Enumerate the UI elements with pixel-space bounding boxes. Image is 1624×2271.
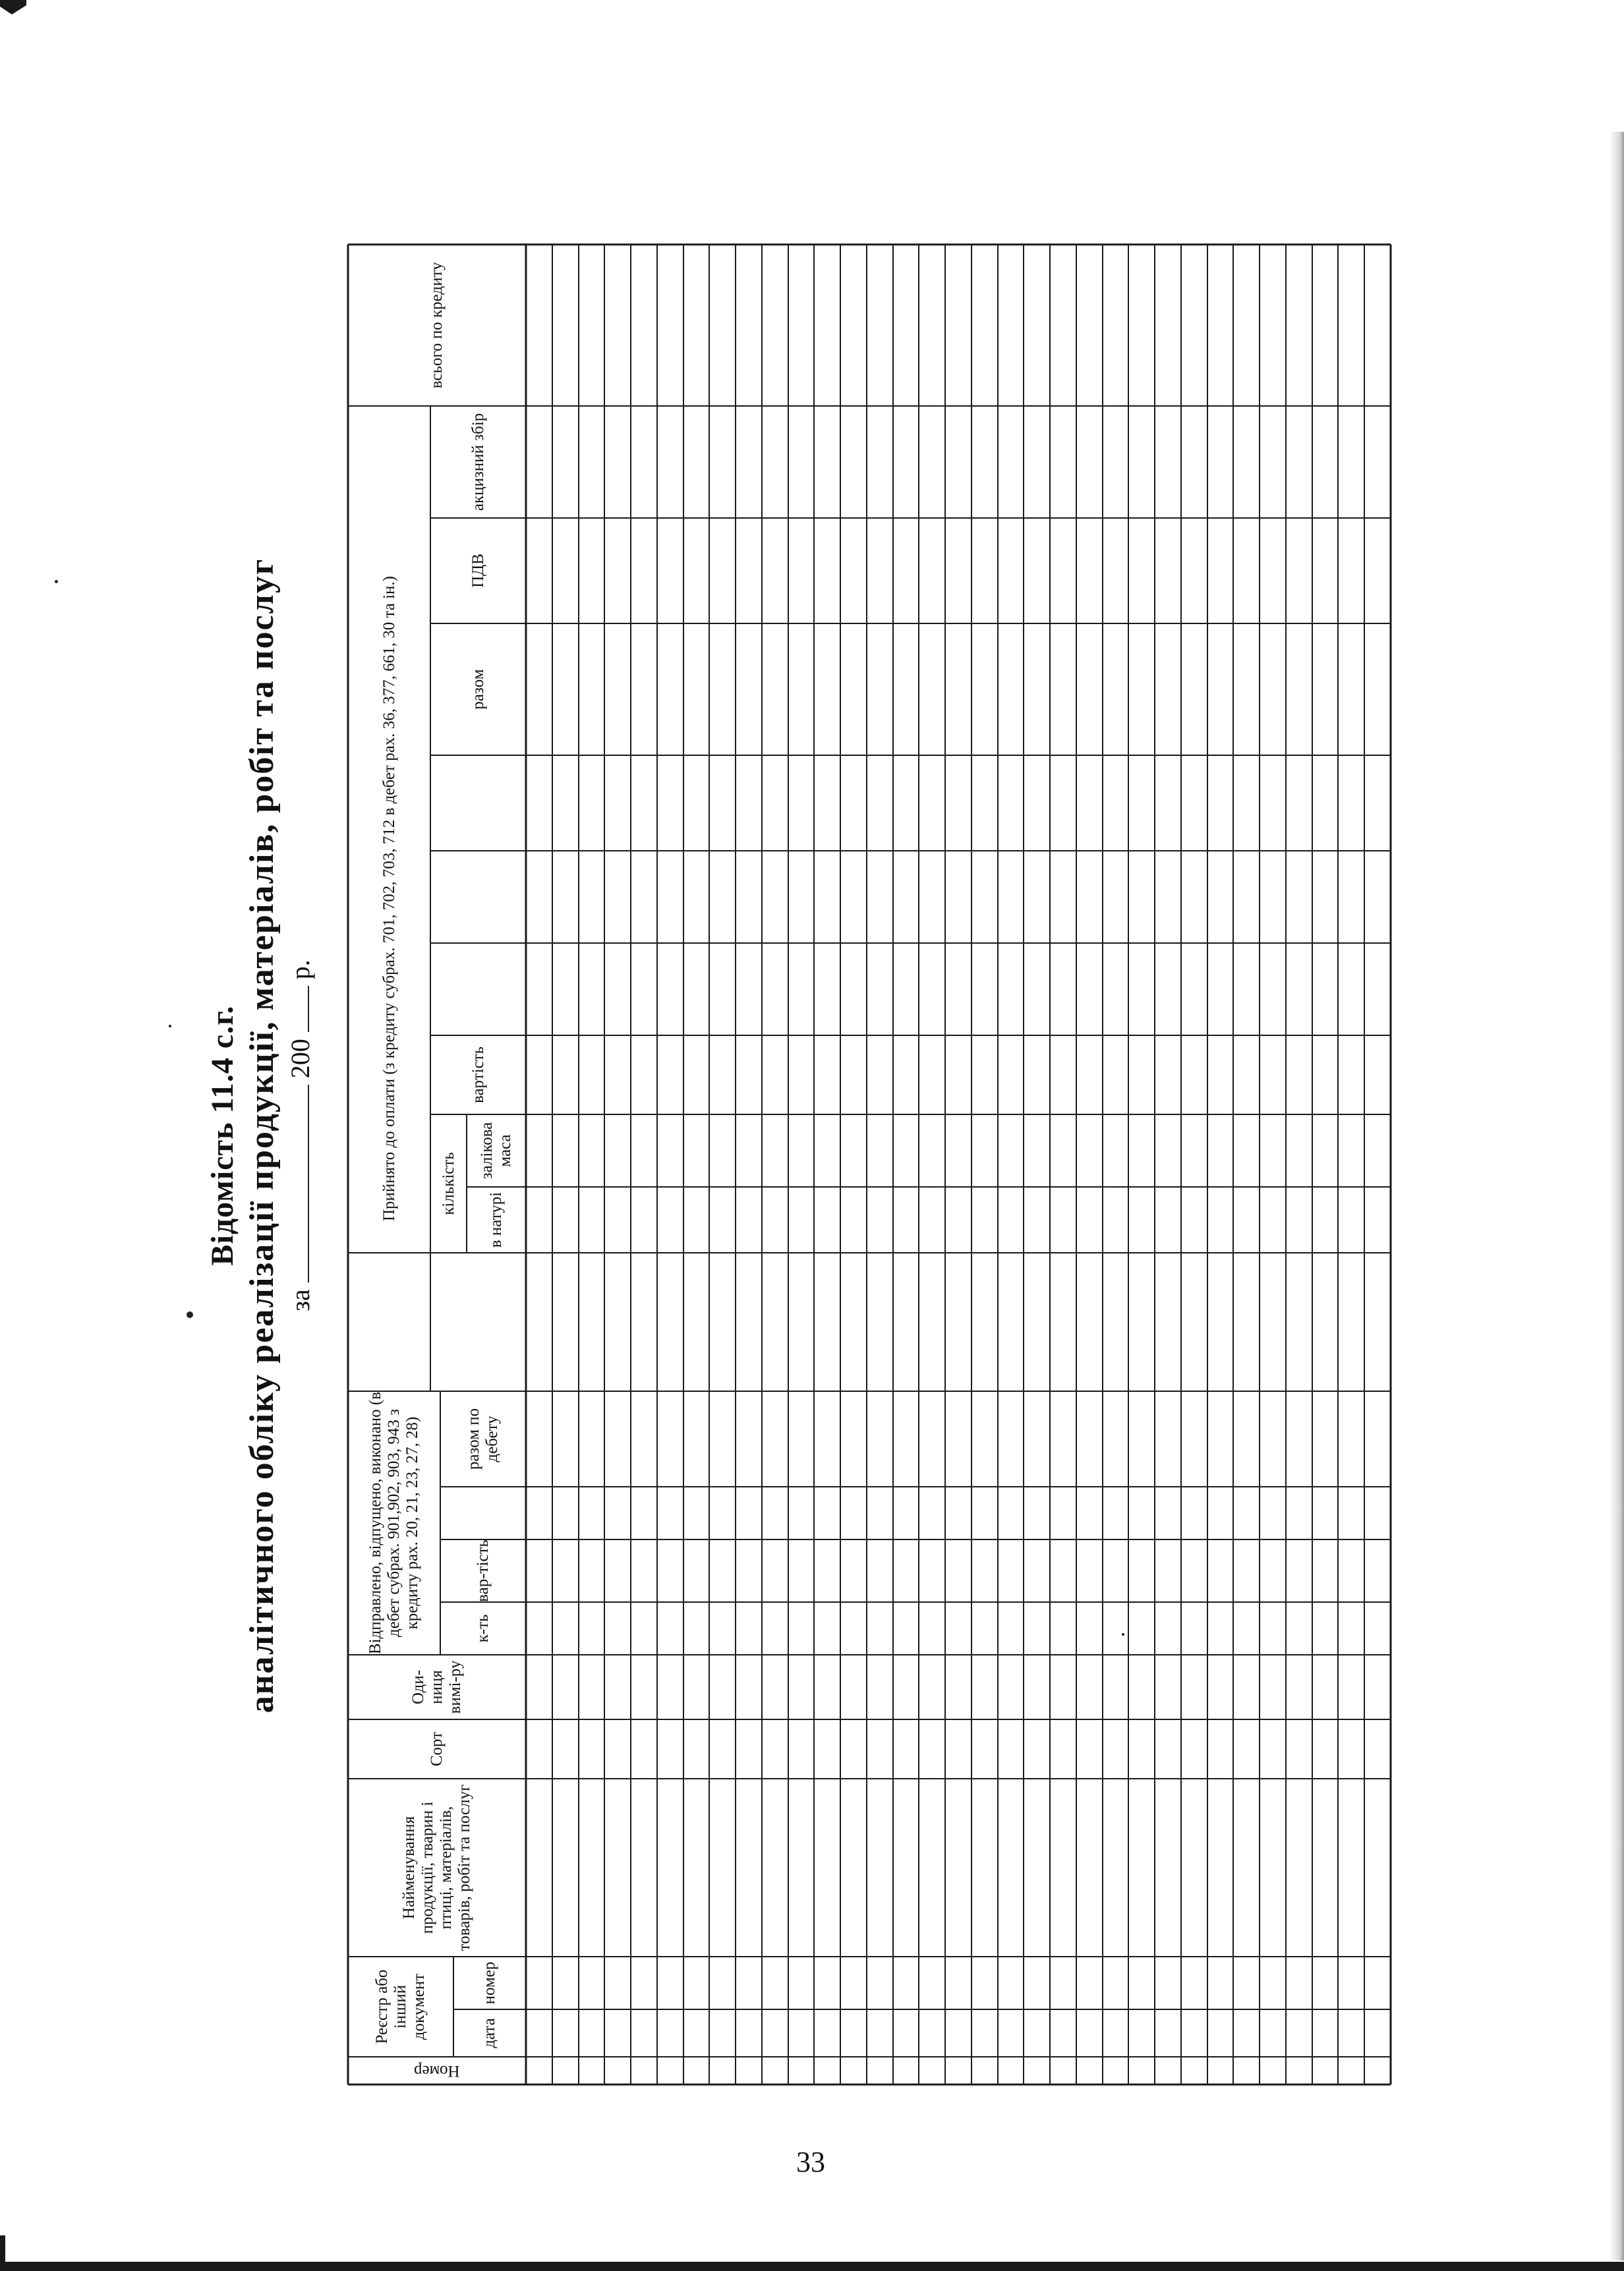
period-suffix: р. <box>285 960 315 980</box>
header-credit-mass: залікова маса <box>478 1122 514 1180</box>
period-year: 200 <box>285 1039 315 1079</box>
header-name: Найменування продукції, тварин і птиці, матеріалів, товарів, робіт та послуг <box>400 1784 473 1951</box>
header-total-credit: всього по кредиту <box>428 262 446 389</box>
header-register-date: дата <box>480 2018 498 2048</box>
form-title: Відомість 11.4 с.г. <box>205 1005 240 1266</box>
header-shipped: Відправлено, відпущено, виконано (в дебет субрах. 901,902, 903, 943 з кредиту рах. 20, 21, 23, 27, 28) <box>366 1391 421 1655</box>
header-quantity: кількість <box>439 1152 457 1215</box>
page-number: 33 <box>796 2146 825 2178</box>
header-register: Реєстр або інший документ <box>373 1969 428 2044</box>
header-grade: Сорт <box>428 1731 446 1767</box>
header-register-number: номер <box>480 1961 498 2005</box>
header-shipped-cost: вар-тість <box>474 1539 492 1602</box>
header-excise: акцизний збір <box>469 413 487 511</box>
header-number: Номер <box>414 2062 460 2080</box>
header-shipped-total: разом по дебету <box>465 1408 501 1470</box>
header-value: вартість <box>469 1046 487 1104</box>
header-total: разом <box>469 669 487 710</box>
header-unit: Оди-ниця вимі-ру <box>409 1660 464 1714</box>
header-in-kind: в натурі <box>487 1192 505 1248</box>
header-vat: ПДВ <box>469 554 487 588</box>
period-prefix: за <box>285 1289 315 1311</box>
header-shipped-qty: к-ть <box>474 1614 492 1643</box>
form-subtitle: аналітичного обліку реалізації продукції, матеріалів, робіт та послуг <box>243 558 281 1713</box>
header-accepted: Прийнято до оплати (з кредиту субрах. 701, 702, 703, 712 в дебет рах. 36, 377, 661, 30 та ін.) <box>380 575 398 1222</box>
